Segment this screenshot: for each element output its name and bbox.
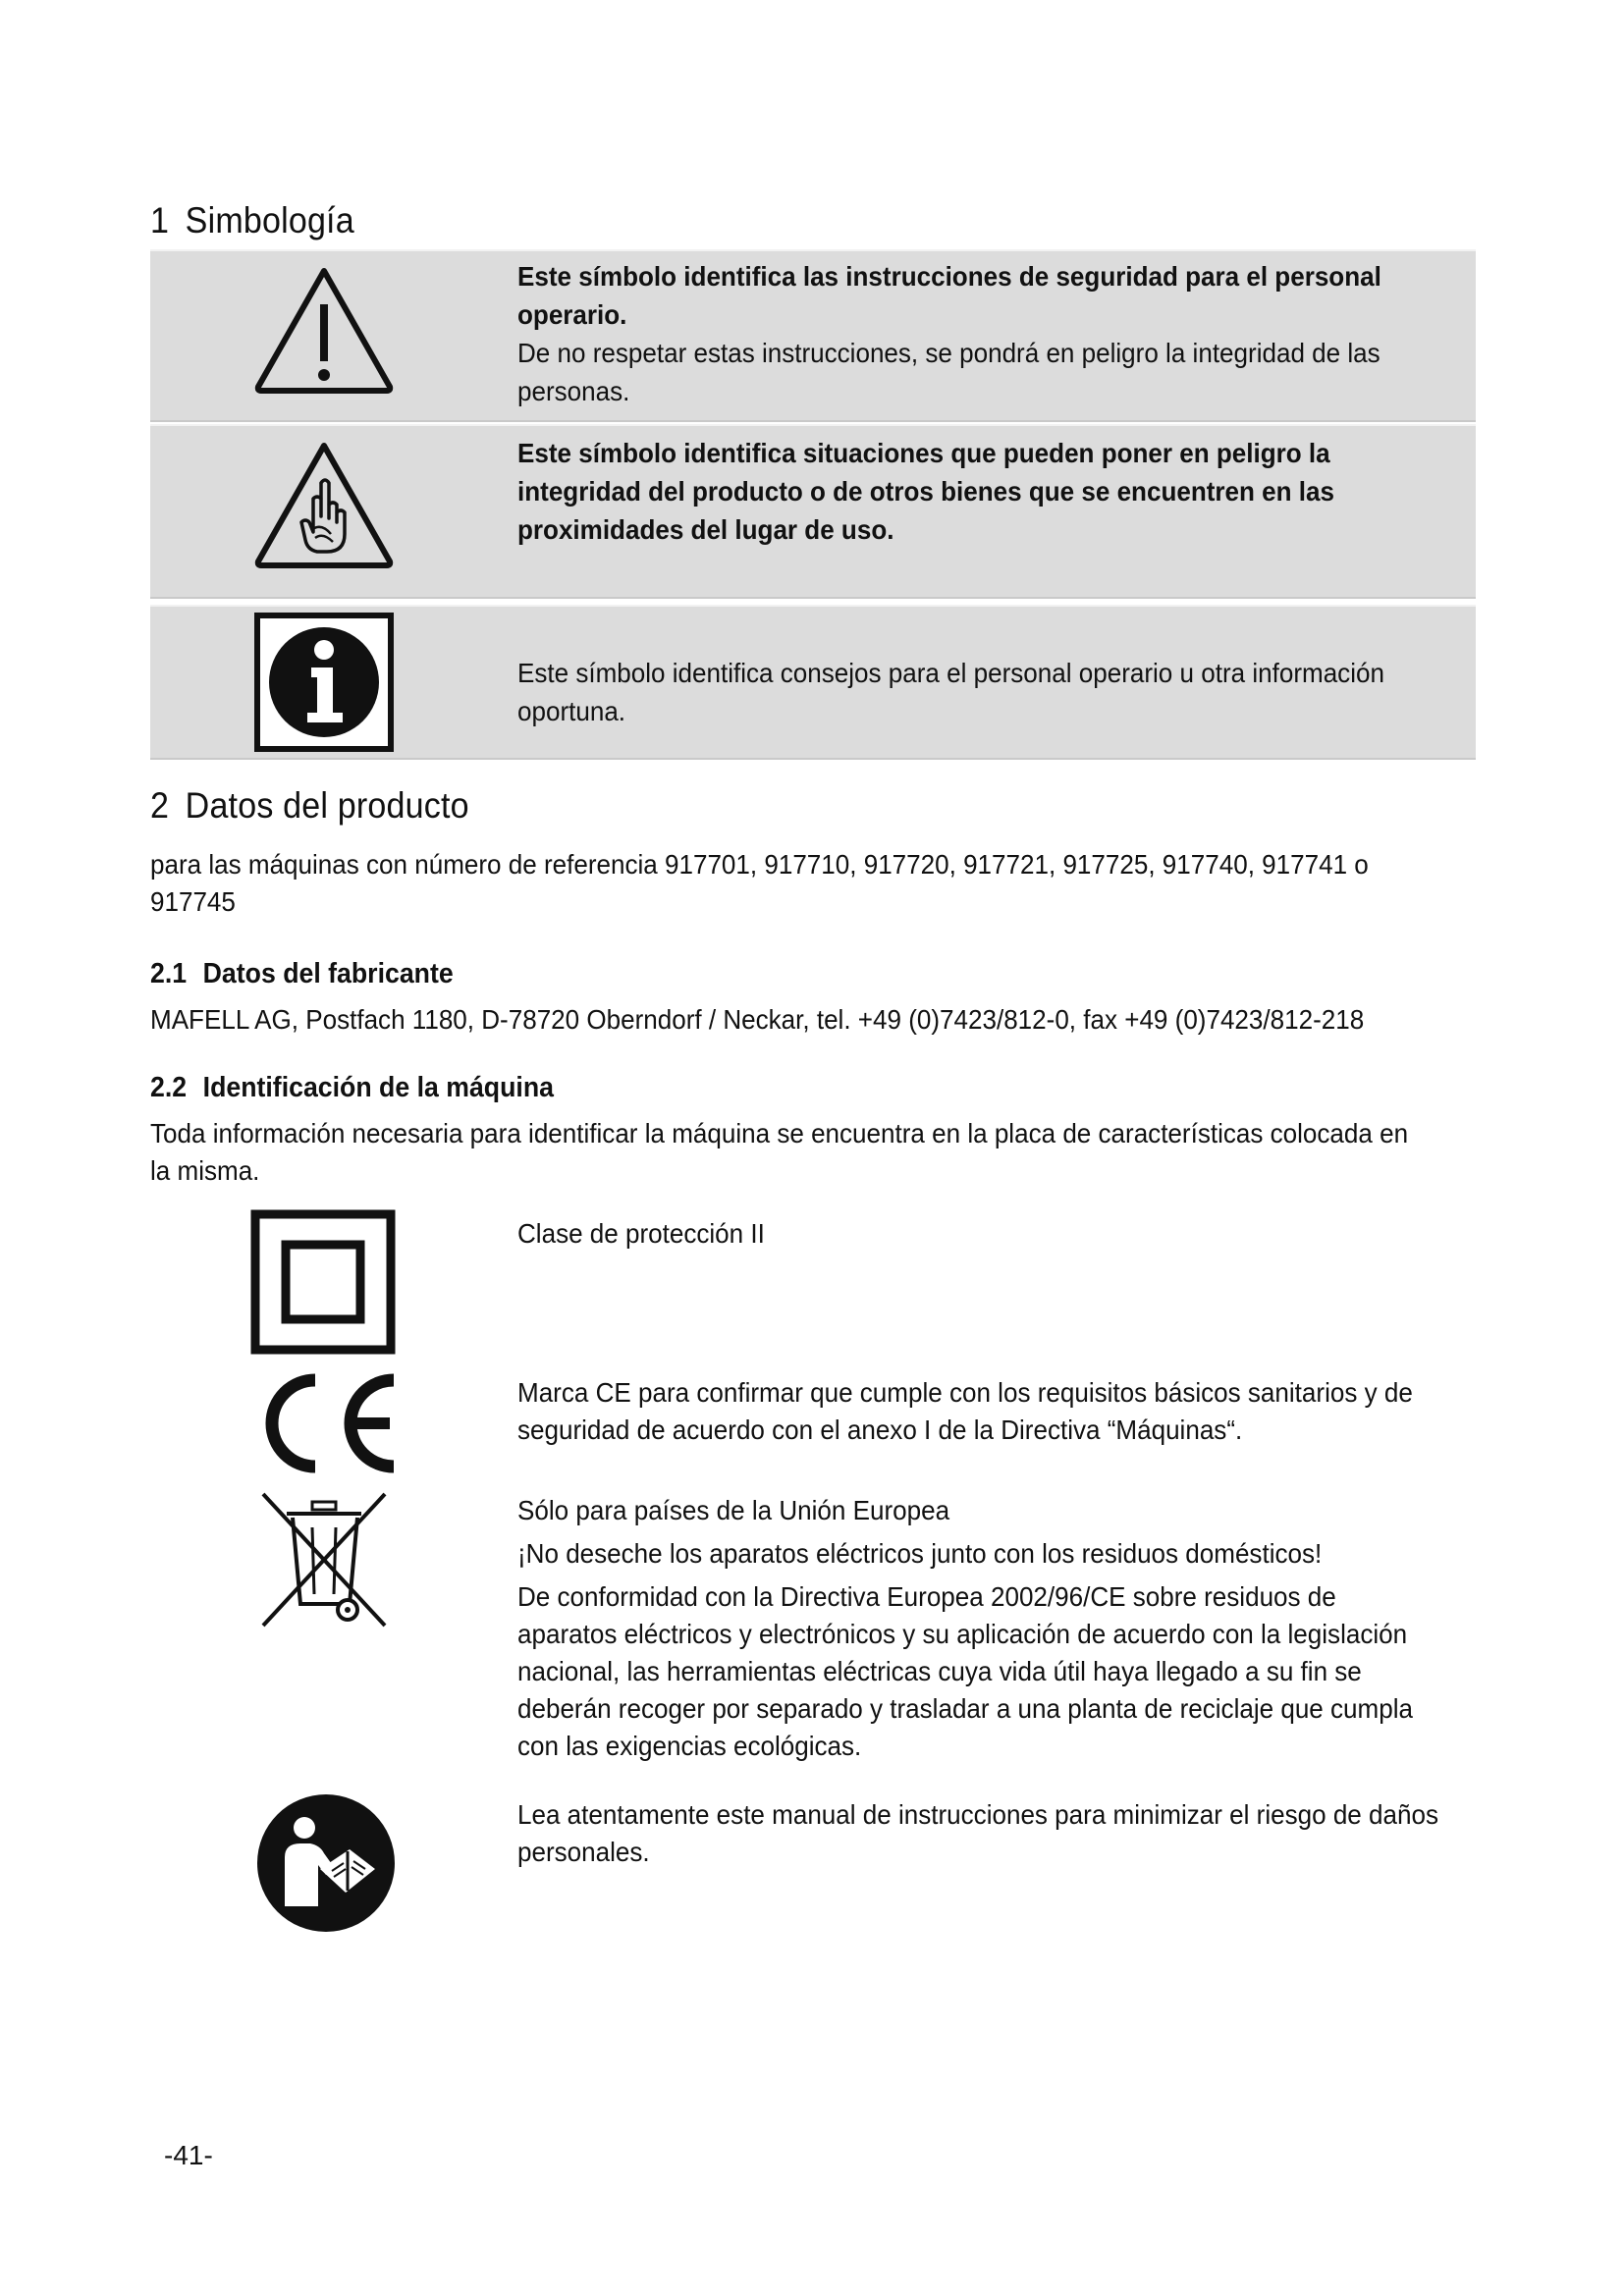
symbol-description [517, 434, 1385, 549]
subsection-title: Datos del fabricante [202, 958, 454, 989]
section-2-heading [150, 785, 469, 827]
warning-exclamation-icon [252, 265, 396, 401]
protection-class-text [517, 1215, 1439, 1258]
symbol-description [517, 257, 1385, 410]
manufacturer-info: MAFELL AG, Postfach 1180, D-78720 Oberndorf / Neckar, tel. +49 (0)7423/812-0, fax +49 (0)7423/812-218 [150, 1004, 1365, 1035]
weee-warning: ¡No deseche los aparatos eléctricos junto con los residuos domésticos! [517, 1538, 1323, 1569]
section-1-heading [150, 200, 354, 241]
section-number: 1 [150, 200, 170, 240]
section-title: Simbología [185, 200, 354, 240]
subsection-title: Identificación de la máquina [202, 1072, 554, 1103]
read-manual-icon [255, 1792, 397, 1939]
section-number: 2 [150, 785, 170, 826]
symbol-row-info [150, 605, 1476, 760]
page-number: -41- [164, 2140, 213, 2170]
protection-class-ii-icon [250, 1209, 396, 1360]
symbol-bold-text: Este símbolo identifica situaciones que pueden poner en peligro la integridad del producto o de otros bienes que se encuentren en las proximidades del lugar de uso. [517, 438, 1334, 545]
crossed-out-bin-icon [257, 1488, 391, 1636]
ce-mark-icon [254, 1372, 400, 1479]
subsection-number: 2.1 [150, 958, 188, 989]
read-manual-description: Lea atentamente este manual de instrucciones para minimizar el riesgo de daños personales. [517, 1799, 1438, 1867]
section-title: Datos del producto [185, 785, 469, 826]
symbol-bold-text: Este símbolo identifica las instrucciones de seguridad para el personal operario. [517, 261, 1381, 330]
symbol-description [517, 654, 1385, 730]
information-icon [254, 613, 394, 757]
weee-directive: De conformidad con la Directiva Europea 2002/96/CE sobre residuos de aparatos eléctricos y electrónicos y su aplicación de acuerdo con la legislación nacional, las herramientas eléctricas cuya vida útil haya llegado a su fin se deberán recoger por separado y trasladar a una planta de reciclaje que cumpla con las exigencias ecológicas. [517, 1581, 1413, 1761]
caution-hand-icon [252, 440, 396, 576]
machine-identification-text: Toda información necesaria para identificar la máquina se encuentra en la placa de características colocada en la misma. [150, 1118, 1409, 1186]
ce-mark-description: Marca CE para confirmar que cumple con los requisitos básicos sanitarios y de seguridad de acuerdo con el anexo I de la Directiva “Máquinas“. [517, 1377, 1413, 1445]
symbol-row-caution [150, 424, 1476, 599]
weee-eu-only: Sólo para países de la Unión Europea [517, 1495, 950, 1525]
weee-text [517, 1492, 1439, 1771]
subsection-2-2-heading [150, 1072, 554, 1104]
product-intro: para las máquinas con número de referencia 917701, 917710, 917720, 917721, 917725, 917740, 917741 o 917745 [150, 849, 1369, 917]
protection-class-label: Clase de protección II [517, 1218, 765, 1249]
ce-mark-text [517, 1374, 1439, 1455]
symbol-normal-text: Este símbolo identifica consejos para el personal operario u otra información oportuna. [517, 658, 1384, 726]
subsection-number: 2.2 [150, 1072, 188, 1103]
subsection-2-1-heading [150, 958, 454, 990]
symbol-row-safety [150, 249, 1476, 422]
symbol-normal-text: De no respetar estas instrucciones, se pondrá en peligro la integridad de las personas. [517, 338, 1380, 406]
read-manual-text [517, 1796, 1439, 1877]
